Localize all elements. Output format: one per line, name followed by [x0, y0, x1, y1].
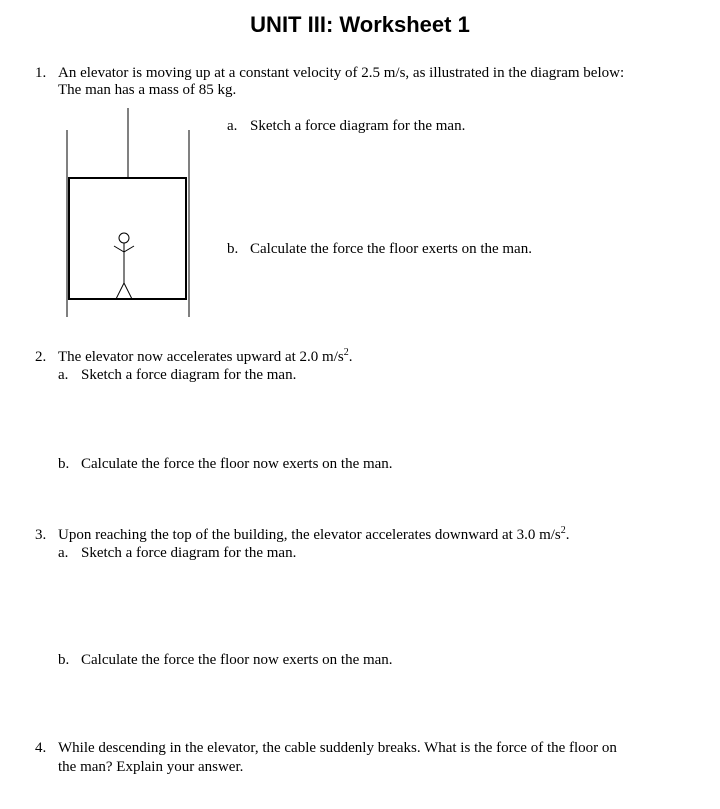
- question-3b-text: Calculate the force the floor now exerts on the man.: [81, 652, 393, 668]
- question-3-text-main: Upon reaching the top of the building, the elevator accelerates downward at 3.0 m/s: [58, 527, 561, 543]
- question-2-text: [58, 348, 352, 366]
- question-3-text-end: .: [565, 527, 570, 543]
- man-figure: [114, 233, 134, 299]
- elevator-diagram: [58, 102, 198, 318]
- question-1b-text: Calculate the force the floor exerts on the man.: [250, 241, 532, 257]
- man-right-leg: [124, 283, 132, 299]
- question-2-number: 2.: [35, 349, 47, 365]
- question-3b-label: b.: [58, 652, 70, 668]
- question-2-text-main: The elevator now accelerates upward at 2.0 m/s: [58, 349, 344, 365]
- question-2a-text: Sketch a force diagram for the man.: [81, 367, 297, 383]
- question-2b-text: Calculate the force the floor now exerts on the man.: [81, 456, 393, 472]
- question-1b-label: b.: [227, 241, 239, 257]
- elevator-car: [69, 178, 186, 299]
- question-3-number: 3.: [35, 527, 47, 543]
- man-left-arm: [114, 246, 124, 252]
- question-2-text-end: .: [348, 349, 353, 365]
- question-3a-text: Sketch a force diagram for the man.: [81, 545, 297, 561]
- question-1-text-line-2: The man has a mass of 85 kg.: [58, 82, 237, 98]
- man-right-arm: [124, 246, 134, 252]
- question-3a-label: a.: [58, 545, 69, 561]
- question-1-number: 1.: [35, 65, 47, 81]
- question-4-text-line-2: the man? Explain your answer.: [58, 759, 244, 775]
- question-2b-label: b.: [58, 456, 70, 472]
- question-3-exponent: 2: [560, 525, 566, 536]
- question-4-number: 4.: [35, 740, 47, 756]
- question-2a-label: a.: [58, 367, 69, 383]
- question-3-text: [58, 526, 570, 544]
- question-1a-label: a.: [227, 118, 238, 134]
- man-head: [119, 233, 129, 243]
- question-1a-text: Sketch a force diagram for the man.: [250, 118, 466, 134]
- man-left-leg: [116, 283, 124, 299]
- question-2-exponent: 2: [343, 347, 349, 358]
- worksheet-title: UNIT III: Worksheet 1: [250, 12, 470, 37]
- question-4-text-line-1: While descending in the elevator, the cable suddenly breaks. What is the force of the floor on: [58, 740, 617, 756]
- question-1-text-line-1: An elevator is moving up at a constant velocity of 2.5 m/s, as illustrated in the diagram below:: [58, 65, 625, 81]
